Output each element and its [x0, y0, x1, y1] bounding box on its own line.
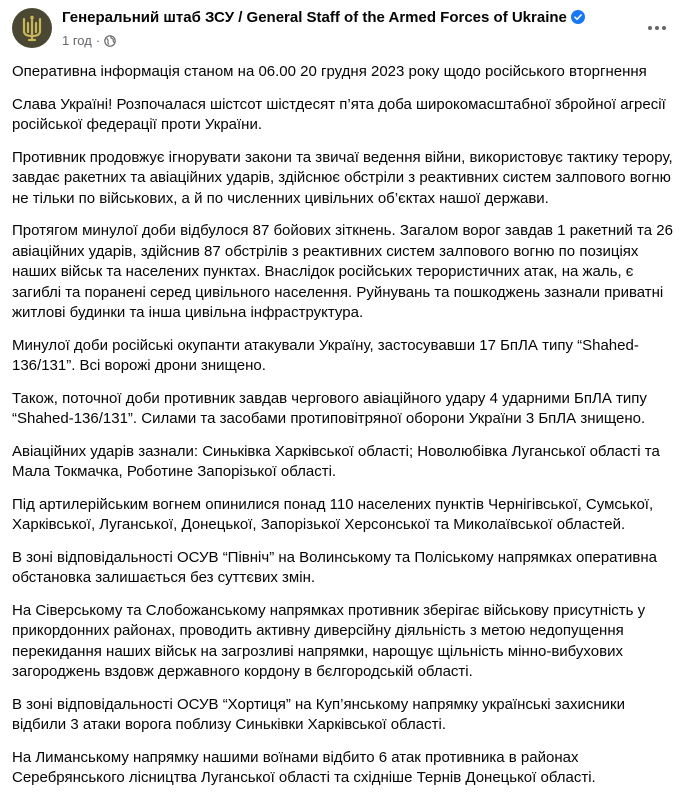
meta-separator: · — [95, 33, 101, 48]
post-body — [12, 62, 676, 801]
post-paragraph: На Лиманському напрямку нашими воїнами відбито 6 атак противника в районах Серебрянського лісництва Луганської області та східніше Тернів Донецької області. — [12, 748, 596, 786]
trident-emblem-icon — [21, 15, 43, 41]
post-paragraph: В зоні відповідальності ОСУВ “Хортиця” на Куп’янському напрямку українські захисники відбили 3 атаки ворога поблизу Синьківки Харківської області. — [12, 695, 625, 733]
page-name[interactable] — [62, 9, 585, 26]
post-paragraph: Оперативна інформація станом на 06.00 20 грудня 2023 року щодо російського вторгнення — [12, 63, 647, 80]
avatar[interactable] — [12, 8, 52, 48]
post-paragraph: Авіаційних ударів зазнали: Синьківка Харківської області; Новолюбівка Луганської області та Мала Токмачка, Роботине Запорізької області. — [12, 442, 660, 480]
post-paragraph: Також, поточної доби противник завдав чергового авіаційного удару 4 ударними БпЛА типу “Shahed-136/131”. Силами та засобами протиповітряної оборони України 3 БпЛА знищено. — [12, 389, 647, 427]
post-paragraph: Слава Україні! Розпочалася шістсот шістдесят п’ята доба широкомасштабної збройної агресії російської федерації проти України. — [12, 95, 666, 133]
post-paragraph: Минулої доби російські окупанти атакували Україну, застосувавши 17 БпЛА типу “Shahed-136/131”. Всі ворожі дрони знищено. — [12, 336, 639, 374]
globe-icon[interactable] — [104, 35, 116, 47]
post-paragraph: Протягом минулої доби відбулося 87 бойових зіткнень. Загалом ворог завдав 1 ракетний та 26 авіаційних ударів, здійснив 87 обстрілів з реактивних систем залпового вогню по позиціях наших військ та населених пунктах. Внаслідок російських терористичних атак, на жаль, є загиблі та поранені серед цивільного населення. Руйнувань та пошкоджень зазнали приватні житлові будинки та інша цивільна інфраструктура. — [12, 222, 673, 321]
more-options-icon — [647, 25, 667, 31]
post-timestamp[interactable]: 1 год — [62, 33, 92, 48]
post-paragraph: На Сіверському та Слобожанському напрямках противник зберігає військову присутність у прикордонних районах, проводить активну диверсійну діяльність з метою недопущення перекидання наших військ на загрозливі напрямки, нарощує щільність мінно-вибухових загороджень вздовж державного кордону в бєлгородській області. — [12, 601, 646, 680]
post-paragraph: В зоні відповідальності ОСУВ “Північ” на Волинському та Поліському напрямках оперативна обстановка залишається без суттєвих змін. — [12, 548, 658, 586]
post-paragraph: Противник продовжує ігнорувати закони та звичаї ведення війни, використовує тактику терору, завдає ракетних та авіаційних ударів, здійснює обстріли з реактивних систем залпового вогню не тільки по військових, а й по численних цивільних об’єктах нашої держави. — [12, 148, 673, 207]
more-options-button[interactable] — [645, 18, 669, 38]
verified-badge-icon — [571, 10, 585, 24]
post-meta — [62, 33, 116, 48]
post-header — [0, 0, 687, 64]
page-name-text[interactable]: Генеральний штаб ЗСУ / General Staff of the Armed Forces of Ukraine — [62, 9, 567, 26]
post-paragraph: Під артилерійським вогнем опинилися понад 110 населених пунктів Чернігівської, Сумської, Харківської, Луганської, Донецької, Запорізької Херсонської та Миколаївської областей. — [12, 495, 654, 533]
